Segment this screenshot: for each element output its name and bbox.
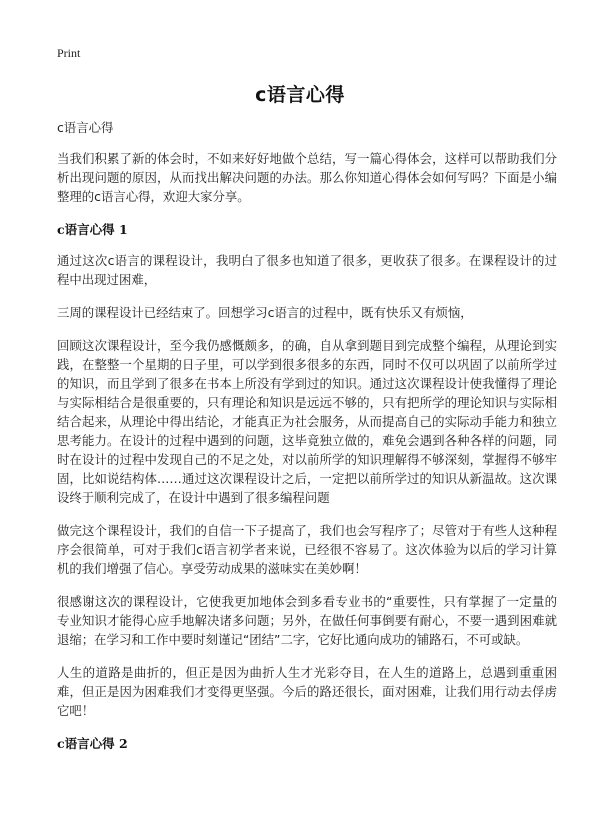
body-paragraph: 通过这次c语言的课程设计，我明白了很多也知道了很多，更收获了很多。在课程设计的过程中出现过困难，	[57, 253, 557, 287]
body-paragraph: 三周的课程设计已经结束了。回想学习c语言的过程中，既有快乐又有烦恼，	[57, 305, 473, 320]
document-body	[57, 118, 557, 765]
print-link[interactable]: Print	[57, 46, 81, 60]
document-subtitle: c语言心得	[57, 120, 114, 135]
body-paragraph: 人生的道路是曲折的，但正是因为曲折人生才光彩夺目，在人生的道路上，总遇到重重困难，但正是因为困难我们才变得更坚强。今后的路还很长，面对困难，让我们用行动去俘虏它吧！	[57, 665, 557, 718]
body-paragraph: 做完这个课程设计，我们的自信一下子提高了，我们也会写程序了；尽管对于有些人这种程序会很简单，可对于我们c语言初学者来说，已经很不容易了。这次体验为以后的学习计算机的我们增强了信心。享受劳动成果的滋味实在美妙啊！	[57, 523, 557, 576]
section-heading-1: c语言心得 1	[57, 222, 128, 237]
body-paragraph: 回顾这次课程设计，至今我仍感慨颇多，的确，自从拿到题目到完成整个编程，从理论到实践，在整整一个星期的日子里，可以学到很多很多的东西，同时不仅可以巩固了以前所学过的知识，而且学到了很多在书本上所没有学到过的知识。通过这次课程设计使我懂得了理论与实际相结合是很重要的，只有理论和知识是远远不够的，只有把所学的理论知识与实际相结合起来，从理论中得出结论，才能真正为社会服务，从而提高自己的实际动手能力和独立思考能力。在设计的过程中遇到的问题，这毕竟独立做的，难免会遇到各种各样的问题，同时在设计的过程中发现自己的不足之处，对以前所学的知识理解得不够深刻，掌握得不够牢固，比如说结构体……通过这次课程设计之后，一定把以前所学过的知识从新温故。这次课设终于顺利完成了，在设计中遇到了很多编程问题	[57, 338, 557, 505]
section-heading-2: c语言心得 2	[57, 736, 128, 751]
intro-paragraph: 当我们积累了新的体会时，不如来好好地做个总结，写一篇心得体会，这样可以帮助我们分析出现问题的原因，从而找出解决问题的办法。那么你知道心得体会如何写吗？下面是小编整理的c语言心得，欢迎大家分享。	[57, 151, 557, 204]
body-paragraph: 很感谢这次的课程设计，它使我更加地体会到多看专业书的“重要性，只有掌握了一定量的专业知识才能得心应手地解决诸多问题；另外，在做任何事倒要有耐心，不要一遇到困难就退缩；在学习和工作中要时刻谨记“团结”二字，它好比通向成功的铺路石，不可或缺。	[57, 594, 557, 647]
document-title: c语言心得	[255, 84, 345, 106]
